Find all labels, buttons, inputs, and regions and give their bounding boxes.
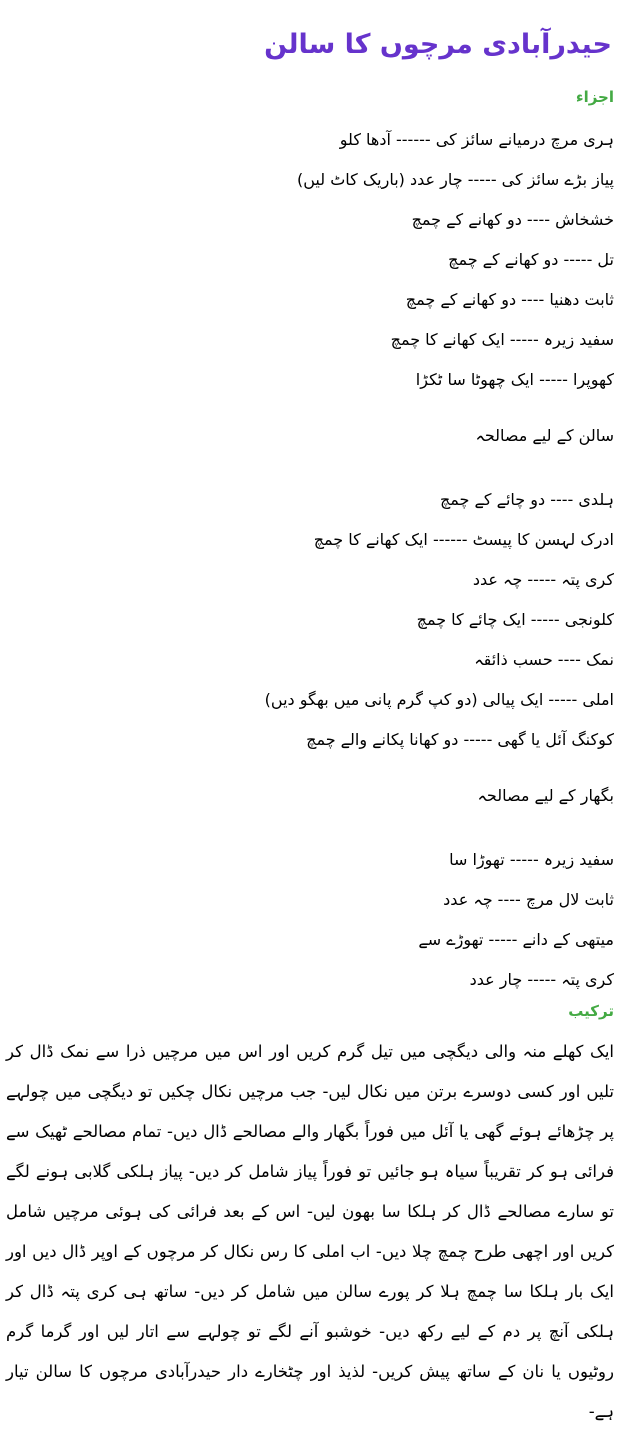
section-heading-ingredients: اجزاء	[575, 88, 614, 106]
ingredient-line: کھوپرا ----- ایک چھوٹا سا ٹکڑا	[415, 370, 614, 389]
section-heading-method: ترکیب	[568, 1002, 614, 1020]
ingredient-line: ادرک لہسن کا پیسٹ ------ ایک کھانے کا چمچ	[313, 530, 614, 549]
ingredient-line: سفید زیرہ ----- تھوڑا سا	[449, 850, 614, 869]
ingredient-line: ثابت لال مرچ ---- چہ عدد	[443, 890, 614, 909]
ingredient-line: کلونجی ----- ایک چائے کا چمچ	[416, 610, 614, 629]
section-heading-curry-spices: سالن کے لیے مصالحہ	[475, 426, 614, 445]
ingredient-line: کوکنگ آئل یا گھی ----- دو کھانا پکانے والے چمچ	[306, 730, 614, 749]
tempering-spices-list	[6, 840, 614, 1000]
ingredient-line: خشخاش ---- دو کھانے کے چمچ	[411, 210, 614, 229]
method-paragraph: ایک کھلے منہ والی دیگچی میں تیل گرم کریں اور اس میں مرچیں ذرا سے نمک ڈال کر تلیں اور کسی دوسرے برتن میں نکال لیں- جب مرچیں نکال چکیں تو دیگچی میں چولہے پر چڑھائے ہوئے گھی یا آئل میں فوراً بگھار والے مصالحے ڈال دیں- تمام مصالحے ٹھیک سے فرائی ہو کر تقریباً سیاہ ہو جائیں تو فوراً پیاز شامل کر دیں- پیاز ہلکی گلابی ہونے لگے تو سارے مصالحے ڈال کر ہلکا سا بھون لیں- اس کے بعد فرائی کی ہوئی مرچیں شامل کریں اور اچھی طرح چمچ چلا دیں- اب املی کا رس نکال کر مرچوں کے اوپر ڈال دیں اور ایک بار ہلکا سا چمچ ہلا کر پورے سالن میں شامل کر دیں- ساتھ ہی کری پتہ ڈال کر ہلکی آنچ پر دم کے لیے رکھ دیں- خوشبو آنے لگے تو چولہے سے اتار لیں اور گرما گرم روٹیوں یا نان کے ساتھ پیش کریں- لذیذ اور چٹخارے دار حیدرآبادی مرچوں کا سالن تیار ہے-	[6, 1042, 614, 1421]
ingredient-line: سفید زیرہ ----- ایک کھانے کا چمچ	[390, 330, 614, 349]
ingredient-line: املی ----- ایک پیالی (دو کپ گرم پانی میں بھگو دیں)	[264, 690, 614, 709]
ingredient-line: کری پتہ ----- چہ عدد	[472, 570, 614, 589]
ingredient-line: میتھی کے دانے ----- تھوڑے سے	[418, 930, 614, 949]
ingredients-list	[6, 120, 614, 400]
ingredient-line: تل ----- دو کھانے کے چمچ	[448, 250, 614, 269]
ingredient-line: ہلدی ---- دو چائے کے چمچ	[439, 490, 614, 509]
recipe-title: حیدرآبادی مرچوں کا سالن	[264, 29, 612, 60]
ingredient-line: ہری مرچ درمیانے سائز کی ------ آدھا کلو	[339, 130, 614, 149]
ingredient-line: پیاز بڑے سائز کی ----- چار عدد (باریک کاٹ لیں)	[296, 170, 614, 189]
curry-spices-list	[6, 480, 614, 760]
ingredient-line: کری پتہ ----- چار عدد	[469, 970, 614, 989]
section-heading-tempering-spices: بگھار کے لیے مصالحہ	[477, 786, 614, 805]
ingredient-line: نمک ---- حسب ذائقہ	[474, 650, 614, 669]
ingredient-line: ثابت دھنیا ---- دو کھانے کے چمچ	[405, 290, 614, 309]
recipe-page	[0, 28, 620, 1432]
